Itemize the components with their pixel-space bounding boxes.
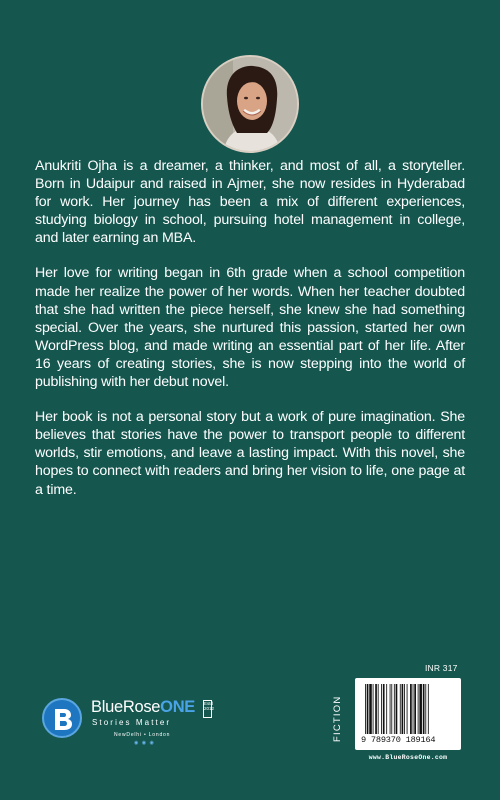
author-photo (201, 55, 299, 153)
bio-paragraph-1: Anukriti Ojha is a dreamer, a thinker, and most of all, a storyteller. Born in Udaipur and raised in Ajmer, she now resides in Hyderabad for work. Her journey has been a mix of different experiences, studying biology in school, pursuing hotel management in college, and later earning an MBA. (35, 158, 465, 247)
publisher-url: www.BlueRoseOne.com (368, 754, 448, 761)
author-bio (35, 157, 465, 516)
brand-accent: ONE (160, 698, 196, 716)
social-icons: ◉ ◉ ◉ (134, 740, 155, 746)
isbn-barcode (355, 678, 461, 750)
brand-main: BlueRose (91, 698, 161, 716)
bio-paragraph-3: Her book is not a personal story but a work of pure imagination. She believes that stories have the power to transport people to different worlds, stir emotions, and leave a lasting impact. With this novel, she hopes to connect with readers and bring her vision to life, one page at a time. (35, 409, 465, 498)
barcode-bars (365, 684, 451, 734)
isbn-digits: 9 789370 189164 (361, 735, 436, 745)
genre-label: FICTION (332, 695, 343, 742)
bio-paragraph-2: Her love for writing began in 6th grade when a school competition made her realize the power of her words. When her teacher doubted that she had written the piece herself, she knew she had something special. Over the years, she nurtured this passion, started her own WordPress blog, and made writing an essential part of her life. After 16 years of creating stories, she is now stepping into the world of publishing with her debut novel. (35, 265, 465, 391)
estd-badge: Estd 2012 (203, 700, 212, 718)
price-label: INR 317 (425, 663, 458, 673)
publisher-tagline: Stories Matter (92, 718, 172, 727)
b-monogram-icon (42, 698, 82, 738)
publisher-cities: NewDelhi • London (114, 732, 171, 738)
publisher-brand (91, 698, 195, 717)
